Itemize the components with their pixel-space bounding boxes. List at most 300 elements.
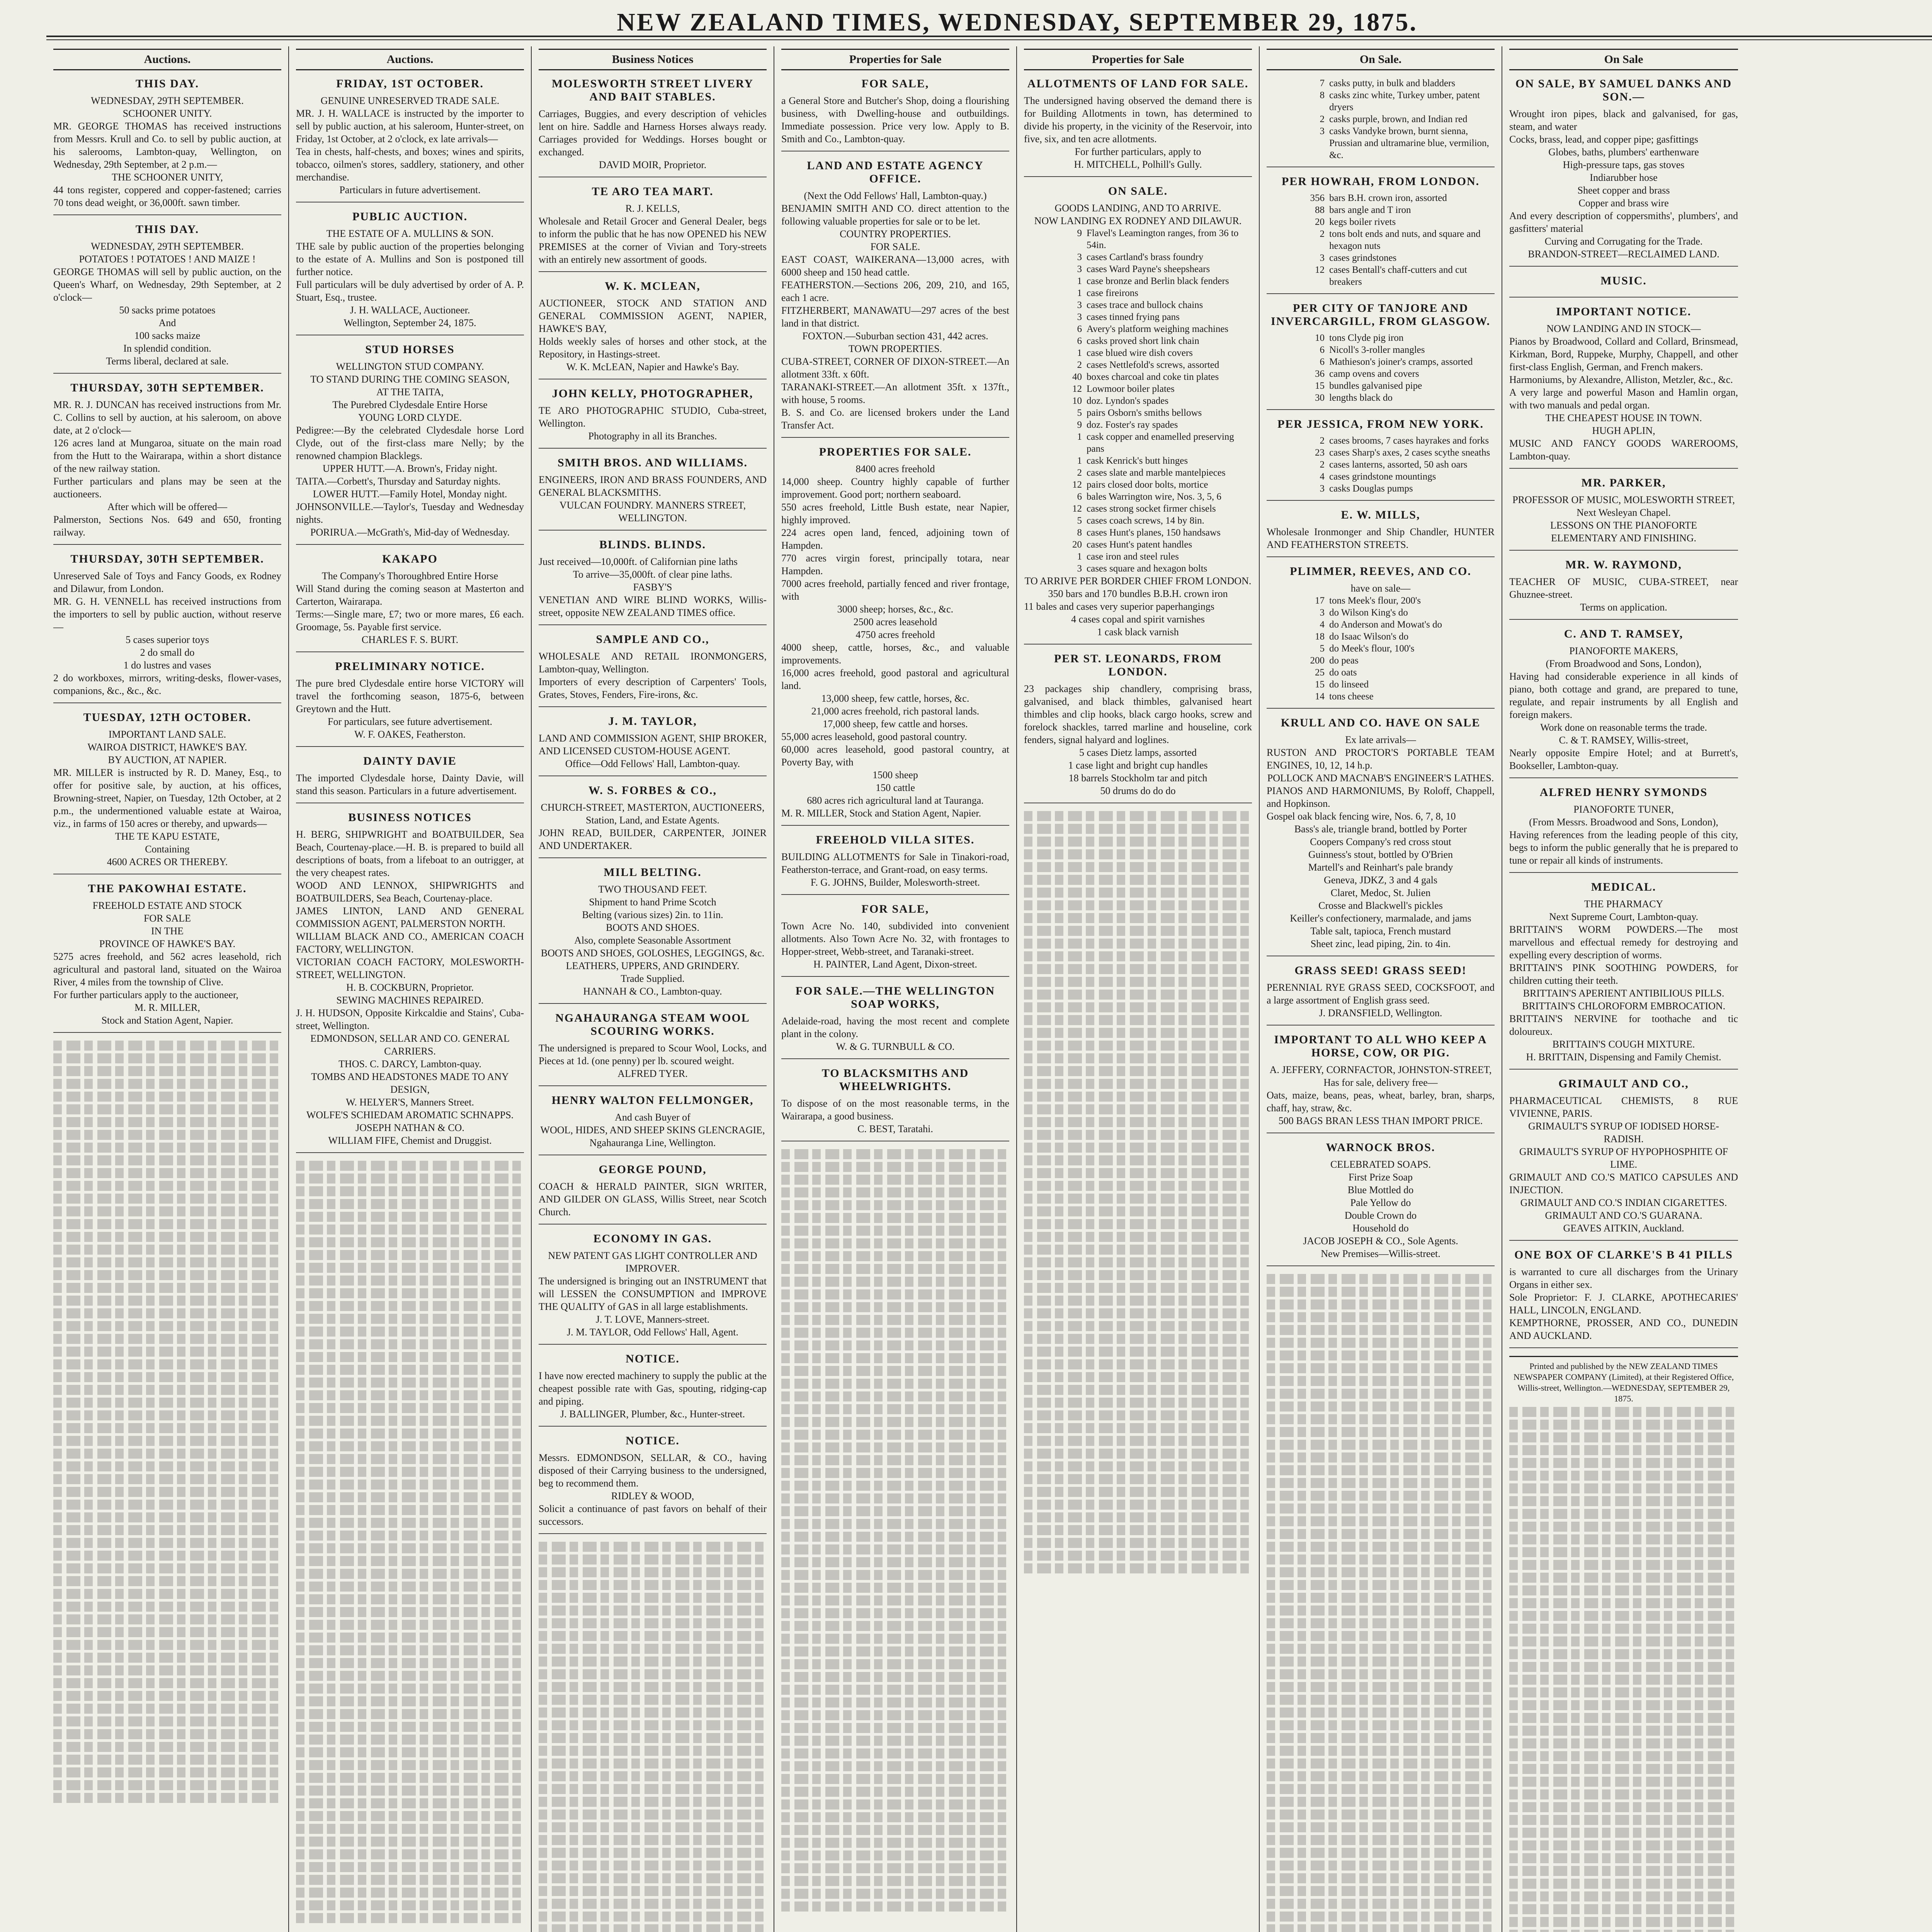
item-description: casks purple, brown, and Indian red [1329,114,1468,124]
small-print-texture [1267,1797,1495,1807]
small-print-texture [296,1709,524,1719]
item-description: cases tinned frying pans [1087,312,1180,322]
advertisement [539,387,767,449]
small-print-texture [539,1708,767,1718]
ad-title: PER JESSICA, FROM NEW YORK. [1277,418,1484,430]
small-print-texture [53,1436,281,1446]
small-print-texture [539,1618,767,1628]
small-print-texture [53,1257,281,1267]
ad-title: PUBLIC AUCTION. [352,210,468,223]
ad-text: BRITTAIN'S APERIENT ANTIBILIOUS PILLS. [1523,988,1725,999]
ad-title: STUD HORSES [365,343,455,356]
small-print-texture [1024,1168,1252,1178]
small-print-texture [781,1646,1009,1656]
small-print-texture [1509,1560,1738,1570]
list-item [1024,383,1252,395]
small-print-texture [1509,1853,1738,1863]
small-print-texture [781,1149,1009,1159]
ad-text: New Premises—Willis-street. [1321,1248,1440,1259]
ad-text: J. DRANSFIELD, Wellington. [1319,1007,1442,1019]
section-heading: On Sale [1509,49,1738,70]
ad-text: Trade Supplied. [621,973,685,984]
advertisement [1509,274,1738,298]
small-print-texture [296,1212,524,1222]
ad-text: TARANAKI-STREET.—An allotment 35ft. x 137ft., with house, 5 rooms. [781,381,1009,405]
small-print-texture [1509,1649,1738,1659]
small-print-texture [1267,1529,1495,1539]
list-item [1024,431,1252,455]
small-print-texture [296,1658,524,1668]
ad-text: The imported Clydesdale horse, Dainty Davie, will stand this season. Particulars in a future advertisement. [296,772,524,796]
small-print-texture [296,1288,524,1298]
small-print-texture [53,1359,281,1369]
ad-title: MOLESWORTH STREET LIVERY AND BAIT STABLES. [551,77,754,103]
advertisement [781,159,1009,438]
small-print-texture [1267,1325,1495,1335]
item-quantity: 2 [1077,360,1082,370]
advertisement [1509,305,1738,469]
small-print-texture [1267,1414,1495,1424]
item-quantity: 12 [1072,503,1082,514]
ad-text: FASBY'S [633,582,672,593]
list-item [1267,447,1495,459]
item-quantity: 1 [1077,288,1082,298]
small-print-texture [53,1219,281,1229]
ad-text: Ngahauranga Line, Wellington. [589,1137,716,1148]
ad-text: 680 acres rich agricultural land at Tauranga. [807,795,984,806]
advertisement [539,715,767,776]
ad-title: HENRY WALTON FELLMONGER, [551,1094,754,1107]
ad-text: AUCTIONEER, STOCK AND STATION AND GENERAL COMMISSION AGENT, NAPIER, HAWKE'S BAY, [539,298,767,334]
item-description: cases Bentall's chaff-cutters and cut breakers [1329,265,1467,287]
ad-text: 4750 acres freehold [855,629,935,640]
small-print-texture [1024,900,1252,910]
ad-text: 3000 sheep; horses, &c., &c. [837,604,954,615]
small-print-texture [1267,1554,1495,1565]
small-print-texture [53,1449,281,1459]
ad-text: WEDNESDAY, 29TH SEPTEMBER. [91,241,244,252]
small-print-texture [53,1194,281,1204]
list-item [1024,479,1252,491]
small-print-texture [539,1912,767,1922]
item-quantity: 15 [1315,679,1325,690]
item-description: lengths black do [1329,393,1393,403]
small-print-texture [1024,1245,1252,1255]
small-print-texture [296,1645,524,1655]
ad-text: H. PAINTER, Land Agent, Dixon-street. [813,959,977,970]
small-print-texture [781,1277,1009,1287]
small-print-texture [1267,1746,1495,1756]
ad-text: 224 acres open land, fenced, adjoining town of Hampden. [781,527,1009,551]
small-print-texture [781,1302,1009,1312]
small-print-texture [296,1607,524,1617]
small-print-texture [781,1544,1009,1554]
item-description: do linseed [1329,679,1369,690]
ad-text: THE sale by public auction of the properties belonging to the estate of A. Mullins and Son is postponed till further notice. [296,241,524,277]
small-print-texture [1509,1802,1738,1812]
small-print-texture [1509,1547,1738,1557]
small-print-texture [1024,1308,1252,1318]
list-item [1267,332,1495,344]
ad-text: CHARLES F. S. BURT. [361,634,459,645]
ad-text: Harmoniums, by Alexandre, Alliston, Metzler, &c., &c. [1509,374,1733,385]
ad-text: Palmerston, Sections Nos. 649 and 650, fronting railway. [53,514,281,538]
list-item [1267,631,1495,643]
small-print-texture [296,1161,524,1171]
ad-text: BRITTAIN'S PINK SOOTHING POWDERS, for children cutting their teeth. [1509,962,1738,986]
ad-text: Unreserved Sale of Toys and Fancy Goods, ex Rodney and Dilawur, from London. [53,570,281,594]
item-quantity: 1 [1077,276,1082,286]
ad-title: MR. PARKER, [1581,476,1666,489]
small-print-texture [296,1773,524,1783]
item-description: Flavel's Leamington ranges, from 36 to 54in. [1087,228,1239,250]
advertisement [539,1094,767,1155]
item-description: cases lanterns, assorted, 50 ash oars [1329,459,1468,470]
small-print-texture [539,1797,767,1807]
ad-text: Terms on application. [1580,602,1667,613]
ad-text: And every description of coppersmiths', plumbers', and gasfitters' material [1509,210,1738,234]
ad-text: Importers of every description of Carpenters' Tools, Grates, Stoves, Fenders, Fire-irons, &c. [539,676,767,700]
ad-text: THE SCHOONER UNITY, [112,172,223,183]
small-print-texture [1509,1675,1738,1685]
ad-title: KAKAPO [382,553,438,565]
ad-text: Next Supreme Court, Lambton-quay. [1549,911,1699,922]
ad-title: TO BLACKSMITHS AND WHEELWRIGHTS. [821,1067,969,1093]
small-print-texture [539,1567,767,1577]
small-print-texture [296,1314,524,1324]
item-description: case iron and steel rules [1087,551,1179,562]
ad-text: 16,000 acres freehold, good pastoral and agricultural land. [781,667,1009,691]
small-print-texture [53,1092,281,1102]
small-print-texture [781,1863,1009,1873]
small-print-texture [781,1621,1009,1631]
item-quantity: 4 [1320,619,1325,630]
ad-text: B. S. and Co. are licensed brokers under the Land Transfer Act. [781,407,1009,431]
advertisement [53,553,281,703]
small-print-texture [1024,1538,1252,1548]
item-description: bars angle and T iron [1329,205,1411,215]
ad-title: GRIMAULT AND CO., [1558,1077,1689,1090]
advertisement [1509,1248,1738,1348]
list-item [1024,491,1252,503]
small-print-texture [296,1250,524,1260]
small-print-texture [781,1799,1009,1810]
advertisement [539,280,767,379]
ad-text: Solicit a continuance of past favors on behalf of their successors. [539,1503,767,1527]
list-item [1267,252,1495,264]
small-print-texture [53,1678,281,1688]
item-quantity: 5 [1320,643,1325,654]
imprint-footer: Printed and published by the NEW ZEALAND TIMES NEWSPAPER COMPANY (Limited), at their Registered Office, Willis-street, Wellington.—WEDNESDAY, SEPTEMBER 29, 1875. [1509,1356,1738,1404]
ad-title: PROPERTIES FOR SALE. [819,446,972,458]
small-print-texture [296,1837,524,1847]
list-item [1024,467,1252,479]
small-print-texture [1267,1618,1495,1628]
item-quantity: 6 [1077,492,1082,502]
ad-text: Belting (various sizes) 2in. to 11in. [582,909,723,920]
item-quantity: 23 [1315,447,1325,458]
ad-text: MR. GEORGE THOMAS has received instructions from Messrs. Krull and Co. to sell by public auction, at his salerooms, Lambton-quay, Wellington, on Wednesday, 29th September, at 2 p.m.— [53,121,281,170]
ad-text: PIANOS AND HARMONIUMS, By Roloff, Chappell, and Hopkinson. [1267,785,1495,809]
small-print-texture [1024,951,1252,961]
ad-text: 21,000 acres freehold, rich pastoral lands. [811,706,980,717]
advertisement [53,77,281,215]
section-heading: Auctions. [53,49,281,70]
small-print-texture [53,1665,281,1675]
ad-text: And cash Buyer of [615,1112,690,1123]
ad-text: MR. G. H. VENNELL has received instructions from the importers to sell by public auction, without reserve— [53,596,281,633]
small-print-texture [53,1461,281,1471]
small-print-texture [53,1729,281,1739]
small-print-texture [53,1308,281,1318]
ad-title: GRASS SEED! GRASS SEED! [1294,964,1467,977]
list-item [1024,407,1252,419]
ad-text: The pure bred Clydesdale entire horse VICTORY will travel the forthcoming season, 1875-6, between Greytown and the Hutt. [296,678,524,714]
small-print-texture [1267,1491,1495,1501]
small-print-texture [53,1041,281,1051]
item-description: boxes charcoal and coke tin plates [1087,372,1219,382]
ad-text: RIDLEY & WOOD, [611,1490,694,1502]
ad-text: W. HELYER'S, Manners Street. [346,1097,474,1108]
small-print-texture [1509,1891,1738,1901]
small-print-texture [53,1232,281,1242]
small-print-texture [1267,1580,1495,1590]
small-print-texture [1024,1525,1252,1535]
small-print-texture [296,1888,524,1898]
small-print-texture [539,1886,767,1896]
ad-title: ONE BOX OF CLARKE'S B 41 PILLS [1514,1248,1733,1261]
small-print-texture [1024,1359,1252,1369]
ad-text: 60,000 acres leasehold, good pastoral country, at Poverty Bay, with [781,744,1009,768]
list-item [1024,227,1252,251]
ad-text: M. R. MILLER, Stock and Station Agent, Napier. [781,808,981,819]
item-description: cases brooms, 7 cases hayrakes and forks [1329,435,1489,446]
small-print-texture [296,1671,524,1681]
small-print-texture [1024,1500,1252,1510]
ad-text: Shipment to hand Prime Scotch [589,896,716,908]
small-print-texture [53,1589,281,1599]
small-print-texture [781,1889,1009,1899]
small-print-texture [1509,1904,1738,1914]
ad-text: BOOTS AND SHOES. [606,922,699,933]
advertisement [1509,77,1738,267]
small-print-texture [1509,1611,1738,1621]
small-print-texture [1024,1015,1252,1025]
list-item [1267,459,1495,471]
ad-text: 11 bales and cases very superior paperhangings [1024,601,1214,612]
advertisement [1024,652,1252,803]
list-item [1024,323,1252,335]
small-print-texture [1024,1028,1252,1038]
small-print-texture [1267,1452,1495,1463]
ad-text: VULCAN FOUNDRY. MANNERS STREET, WELLINGTON. [559,500,746,524]
small-print-texture [53,1653,281,1663]
small-print-texture [1267,1516,1495,1526]
small-print-texture [781,1251,1009,1261]
small-print-texture [1267,1440,1495,1450]
ad-text: GOODS LANDING, AND TO ARRIVE. [1054,202,1221,214]
ad-title: E. W. MILLS, [1341,509,1420,521]
ad-text: Tea in chests, half-chests, and boxes; wines and spirits, tobacco, oilmen's stores, saddlery, stationery, and other merchandise. [296,146,524,183]
item-quantity: 1 [1077,456,1082,466]
ad-text: DAVID MOIR, Proprietor. [599,159,707,170]
item-quantity: 3 [1320,483,1325,494]
small-print-texture [539,1720,767,1730]
ad-text: Ex late arrivals— [1345,734,1416,745]
small-print-texture [539,1835,767,1845]
ad-text: For further particulars apply to the auctioneer, [53,989,239,1000]
small-print-texture [1024,1206,1252,1216]
ad-text: WILLIAM BLACK AND CO., AMERICAN COACH FACTORY, WELLINGTON. [296,931,524,955]
advertisement [296,343,524,545]
small-print-texture [781,1876,1009,1886]
advertisement [1509,558,1738,620]
small-print-texture [53,1691,281,1701]
small-print-texture [539,1924,767,1932]
ad-title: THURSDAY, 30TH SEPTEMBER. [70,381,264,394]
small-print-texture [539,1542,767,1552]
small-print-texture [1024,977,1252,987]
ad-text: Terms:—Single mare, £7; two or more mares, £6 each. Groomage, 5s. Payable first service. [296,609,524,633]
ad-text: BRITTAIN'S NERVINE for toothache and tic doloureux. [1509,1013,1738,1037]
ad-text: TOMBS AND HEADSTONES MADE TO ANY DESIGN, [311,1071,509,1095]
small-print-texture [296,1543,524,1553]
ad-text: First Prize Soap [1348,1172,1413,1183]
ad-title: LAND AND ESTATE AGENCY OFFICE. [807,159,984,185]
item-description: cases coach screws, 14 by 8in. [1087,515,1204,526]
list-item [1024,563,1252,575]
small-print-texture [1024,1423,1252,1433]
small-print-texture [781,1838,1009,1848]
ad-text: 2 do workboxes, mirrors, writing-desks, flower-vases, companions, &c., &c., &c. [53,672,281,696]
item-description: pairs Osborn's smiths bellows [1087,408,1202,418]
ad-text: THE ESTATE OF A. MULLINS & SON. [326,228,494,239]
ad-text: In splendid condition. [123,343,211,354]
small-print-texture [53,1640,281,1650]
advertisement [1267,1033,1495,1133]
small-print-texture [296,1339,524,1349]
small-print-texture [539,1669,767,1679]
small-print-texture [296,1531,524,1541]
ad-text: HANNAH & CO., Lambton-quay. [583,986,722,997]
small-print-texture [1024,1334,1252,1344]
list-item [1267,344,1495,356]
small-print-texture [1509,1738,1738,1748]
column-4 [774,46,1017,1932]
small-print-texture [53,1385,281,1395]
small-print-texture [539,1695,767,1705]
small-print-texture [1267,1376,1495,1386]
small-print-texture [1024,1232,1252,1242]
ad-text: 23 packages ship chandlery, comprising brass, galvanised, and black thimbles, galvanised heart thimbles and clip hooks, black cargo hooks, screw and forelock shackles, tarred marline and houseline, cork fenders, signal halyard and loglines. [1024,683,1252,745]
small-print-texture [781,1238,1009,1248]
small-print-texture [1509,1534,1738,1544]
ad-text: YOUNG LORD CLYDE. [358,412,462,423]
small-print-texture [296,1518,524,1528]
column-7 [1502,46,1745,1932]
advertisement [539,1352,767,1427]
ad-text: BY AUCTION, AT NAPIER. [108,754,227,765]
advertisement [1267,1141,1495,1266]
ad-text: 17,000 sheep, few cattle and horses. [823,718,968,730]
advertisement [1267,964,1495,1026]
ad-title: PER HOWRAH, FROM LONDON. [1281,175,1480,188]
ad-title: THE PAKOWHAI ESTATE. [88,882,247,895]
ad-text: Double Crown do [1344,1210,1417,1221]
small-print-texture [53,1755,281,1765]
small-print-texture [1024,1512,1252,1522]
small-print-texture [1024,1410,1252,1420]
ad-text: LEATHERS, UPPERS, AND GRINDERY. [566,960,740,971]
small-print-texture [296,1199,524,1209]
ad-title: BUSINESS NOTICES [348,811,472,824]
small-print-texture [1509,1483,1738,1493]
ad-text: 1 do lustres and vases [123,660,211,671]
small-print-texture [1267,1656,1495,1667]
small-print-texture [1267,1427,1495,1437]
ad-text: JOSEPH NATHAN & CO. [355,1122,464,1133]
ad-text: SCHOONER UNITY. [122,108,212,119]
ad-text: Office—Odd Fellows' Hall, Lambton-quay. [565,758,740,769]
small-print-texture [53,1117,281,1127]
small-print-texture [296,1556,524,1566]
ad-title: SMITH BROS. AND WILLIAMS. [557,456,748,469]
small-print-texture [1024,862,1252,872]
ad-text: Martell's and Reinhart's pale brandy [1308,862,1453,873]
small-print-texture [1267,1503,1495,1514]
small-print-texture [53,1500,281,1510]
small-print-texture [781,1672,1009,1682]
item-description: cask Kenrick's butt hinges [1087,456,1188,466]
ad-text: is warranted to cure all discharges from the Urinary Organs in either sex. [1509,1266,1738,1290]
small-print-texture [53,1270,281,1280]
ad-text: LAND AND COMMISSION AGENT, SHIP BROKER, AND LICENSED CUSTOM-HOUSE AGENT. [539,733,767,757]
ad-title: ALFRED HENRY SYMONDS [1539,786,1708,799]
small-print-texture [781,1532,1009,1542]
small-print-texture [1024,888,1252,898]
list-item [1024,527,1252,539]
small-print-texture [781,1442,1009,1452]
small-print-texture [1509,1624,1738,1634]
ad-text: 5275 acres freehold, and 562 acres leasehold, rich agricultural and pastoral land, situated on the Wairoa River, 4 miles from the township of Clive. [53,951,281,988]
small-print-texture [1509,1751,1738,1761]
small-print-texture [53,1143,281,1153]
small-print-texture [53,1206,281,1216]
small-print-texture [296,1582,524,1592]
list-item [1267,204,1495,216]
list-item [1267,192,1495,204]
small-print-texture [1024,849,1252,859]
list-item [1267,595,1495,607]
small-print-texture [1267,1784,1495,1794]
list-item [1024,395,1252,407]
advertisement [539,538,767,625]
advertisement [1509,881,1738,1070]
ad-text: GRIMAULT AND CO.'S MATICO CAPSULES AND INJECTION. [1509,1172,1738,1196]
ad-text: The Company's Thoroughbred Entire Horse [321,570,498,582]
small-print-texture [781,1417,1009,1427]
ad-text: ALFRED TYER. [617,1068,688,1079]
item-description: cases square and hexagon bolts [1087,563,1208,574]
item-description: cases Hunt's patent handles [1087,539,1192,550]
small-print-texture [1024,1461,1252,1471]
item-description: pairs closed door bolts, mortice [1087,480,1208,490]
item-description: cases Cartland's brass foundry [1087,252,1204,262]
advertisement [53,381,281,545]
item-quantity: 1 [1077,348,1082,358]
small-print-texture [539,1873,767,1883]
small-print-texture [53,1334,281,1344]
